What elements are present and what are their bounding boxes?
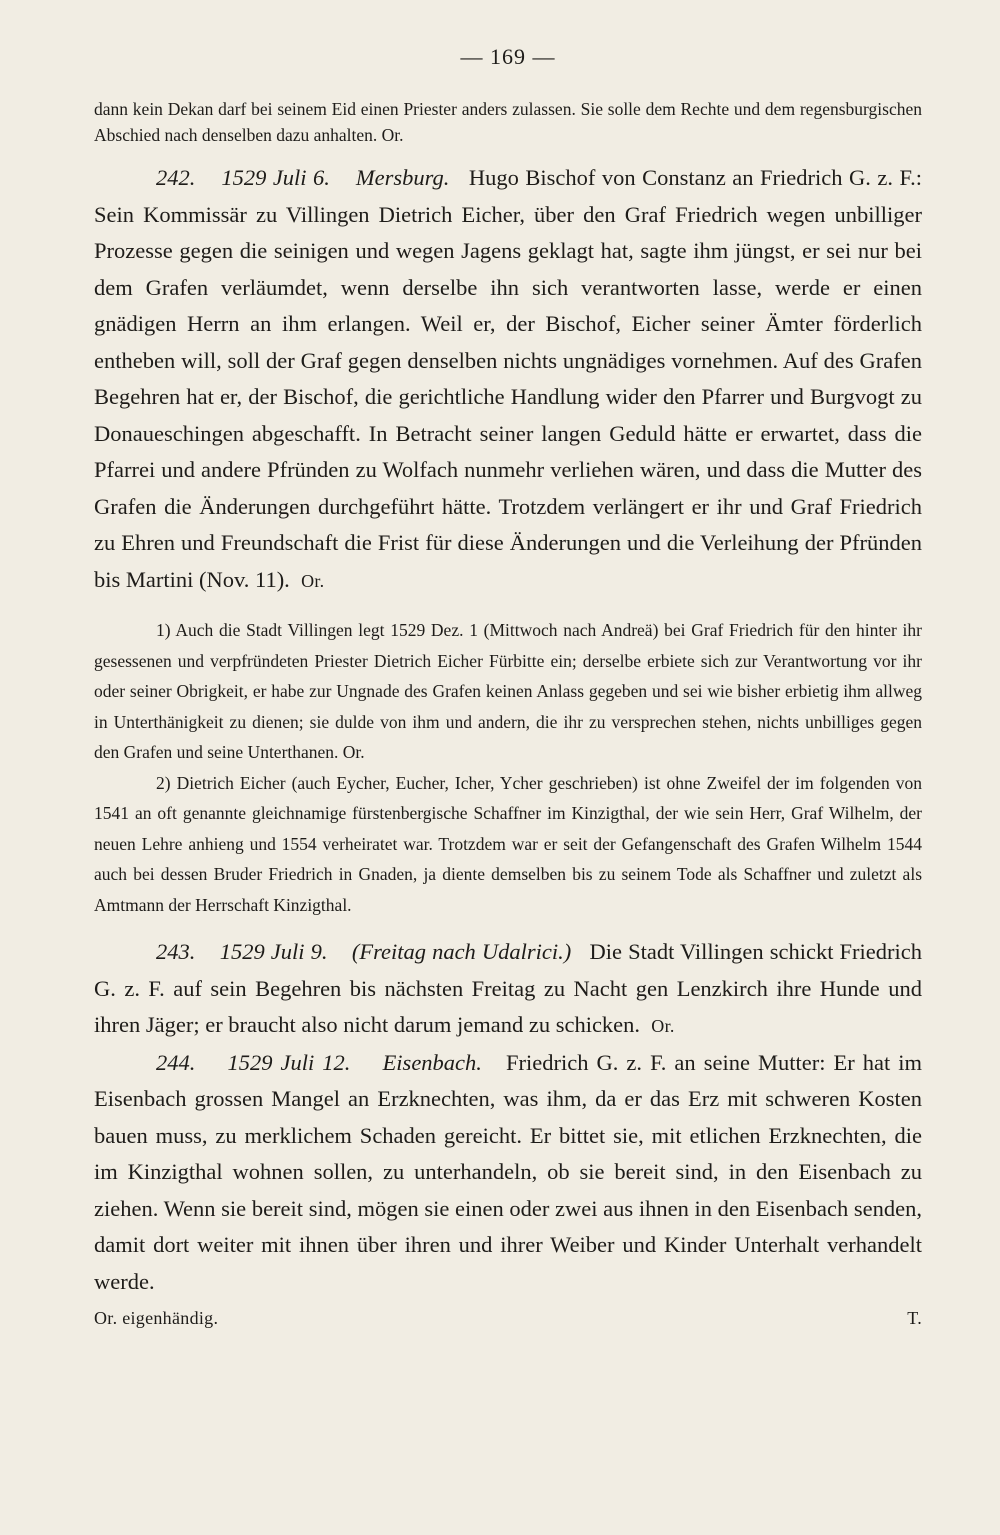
entry-place: Mersburg.	[355, 165, 450, 190]
entry-source: Or.	[651, 1016, 675, 1036]
entry-place: (Freitag nach Udalrici.)	[351, 939, 572, 964]
entry-number: 243.	[156, 939, 196, 964]
entry-date: 1529 Juli 9.	[219, 939, 328, 964]
entry-text: Die Stadt Villingen schickt Friedrich G. z. F. auf sein Begehren bis nächsten Freitag zu Nacht gen Lenzkirch ihre Hunde und ihren Jäger; er braucht also nicht darum jemand zu schicken.	[94, 939, 923, 1037]
entry-text: Hugo Bischof von Constanz an Friedrich G. z. F.: Sein Kommissär zu Villingen Dietrich Eicher, über den Graf Friedrich wegen unbilliger Prozesse gegen die seinigen und wegen Jagens geklagt hat, sagte ihm jüngst, er sei nur bei dem Grafen verläumdet, wenn derselbe ihn sich verantworten lasse, werde er einen gnädigen Herrn an ihm erlangen. Weil er, der Bischof, Eicher seiner Ämter förderlich entheben will, soll der Graf gegen denselben nichts ungnädiges vornehmen. Auf des Grafen Begehren hat er, der Bischof, die gerichtliche Handlung wider den Pfarrer und Burgvogt zu Donaueschingen abgeschafft. In Betracht seiner langen Geduld hätte er erwartet, dass die Pfarrei und andere Pfründen zu Wolfach nunmehr verliehen wären, und dass die Mutter des Grafen die Änderungen durchgeführt hätte. Trotzdem verlängert er ihr und Graf Friedrich zu Ehren und Freundschaft die Frist für diese Änderungen und die Verleihung der Pfründen bis Martini (Nov. 11).	[94, 165, 923, 592]
entry-date: 1529 Juli 12.	[227, 1049, 351, 1075]
entry-244-closing	[94, 1300, 922, 1337]
entry-244	[94, 1045, 922, 1301]
entry-text: Friedrich G. z. F. an seine Mutter: Er hat im Eisenbach grossen Mangel an Erzknechten, was ihm, da er das Erz mit schweren Kosten bauen muss, zu merklichem Schaden gereicht. Er bittet sie, mit etlichen Erzknechten, die im Kinzigthal wohnen sollen, zu unterhandeln, ob sie bereit sind, in den Eisenbach zu ziehen. Wenn sie bereit sind, mögen sie einen oder zwei aus ihnen in den Eisenbach senden, damit dort weiter mit ihnen über ihren und ihrer Weiber und Kinder Unterhalt verhandelt werde.	[94, 1049, 923, 1294]
footnote-2: 2) Dietrich Eicher (auch Eycher, Eucher, Icher, Ycher geschrieben) ist ohne Zweifel der im folgenden von 1541 an oft genannte gleichnamige fürstenbergische Schaffner im Kinzigthal, der wie sein Herr, Graf Wilhelm, der neuen Lehre anhieng und 1554 verheiratet war. Trotzdem war er seit der Gefangenschaft des Grafen Wilhelm 1544 auch bei dessen Bruder Friedrich in Gnaden, ja diente demselben bis zu seinem Tode als Schaffner und zuletzt als Amtmann der Herrschaft Kinzigthal.	[94, 772, 922, 915]
entry-242	[94, 160, 922, 599]
entry-number: 242.	[156, 165, 196, 190]
entry-number: 244.	[156, 1049, 196, 1075]
entry-signature: T.	[907, 1308, 922, 1328]
entry-date: 1529 Juli 6.	[221, 165, 330, 190]
footnote-1: 1) Auch die Stadt Villingen legt 1529 Dez. 1 (Mittwoch nach Andreä) bei Graf Friedrich für den hinter ihr gesessenen und verpfründeten Priester Dietrich Eicher Fürbitte ein; derselbe erbiete sich zur Verantwortung vor ihr oder seiner Obrigkeit, er habe zur Ungnade des Grafen keinen Anlass gegeben und sei wie bisher erbietig ihm allweg in Unterthänigkeit zu dienen; sie dulde von ihm und andern, die ihr zu versprechen stehen, nichts unbilliges gegen den Grafen und seine Unterthanen. Or.	[94, 620, 922, 762]
page-number: — 169 —	[460, 44, 556, 69]
intro-paragraph: dann kein Dekan darf bei seinem Eid einen Priester anders zulassen. Sie solle dem Rechte und dem regensburgischen Abschied nach denselben dazu anhalten. Or.	[94, 99, 922, 145]
entry-source: Or. eigenhändig.	[94, 1308, 219, 1328]
entry-source: Or.	[301, 570, 325, 591]
footnotes	[94, 615, 922, 920]
entry-place: Eisenbach.	[382, 1049, 482, 1075]
entry-243	[94, 934, 922, 1045]
